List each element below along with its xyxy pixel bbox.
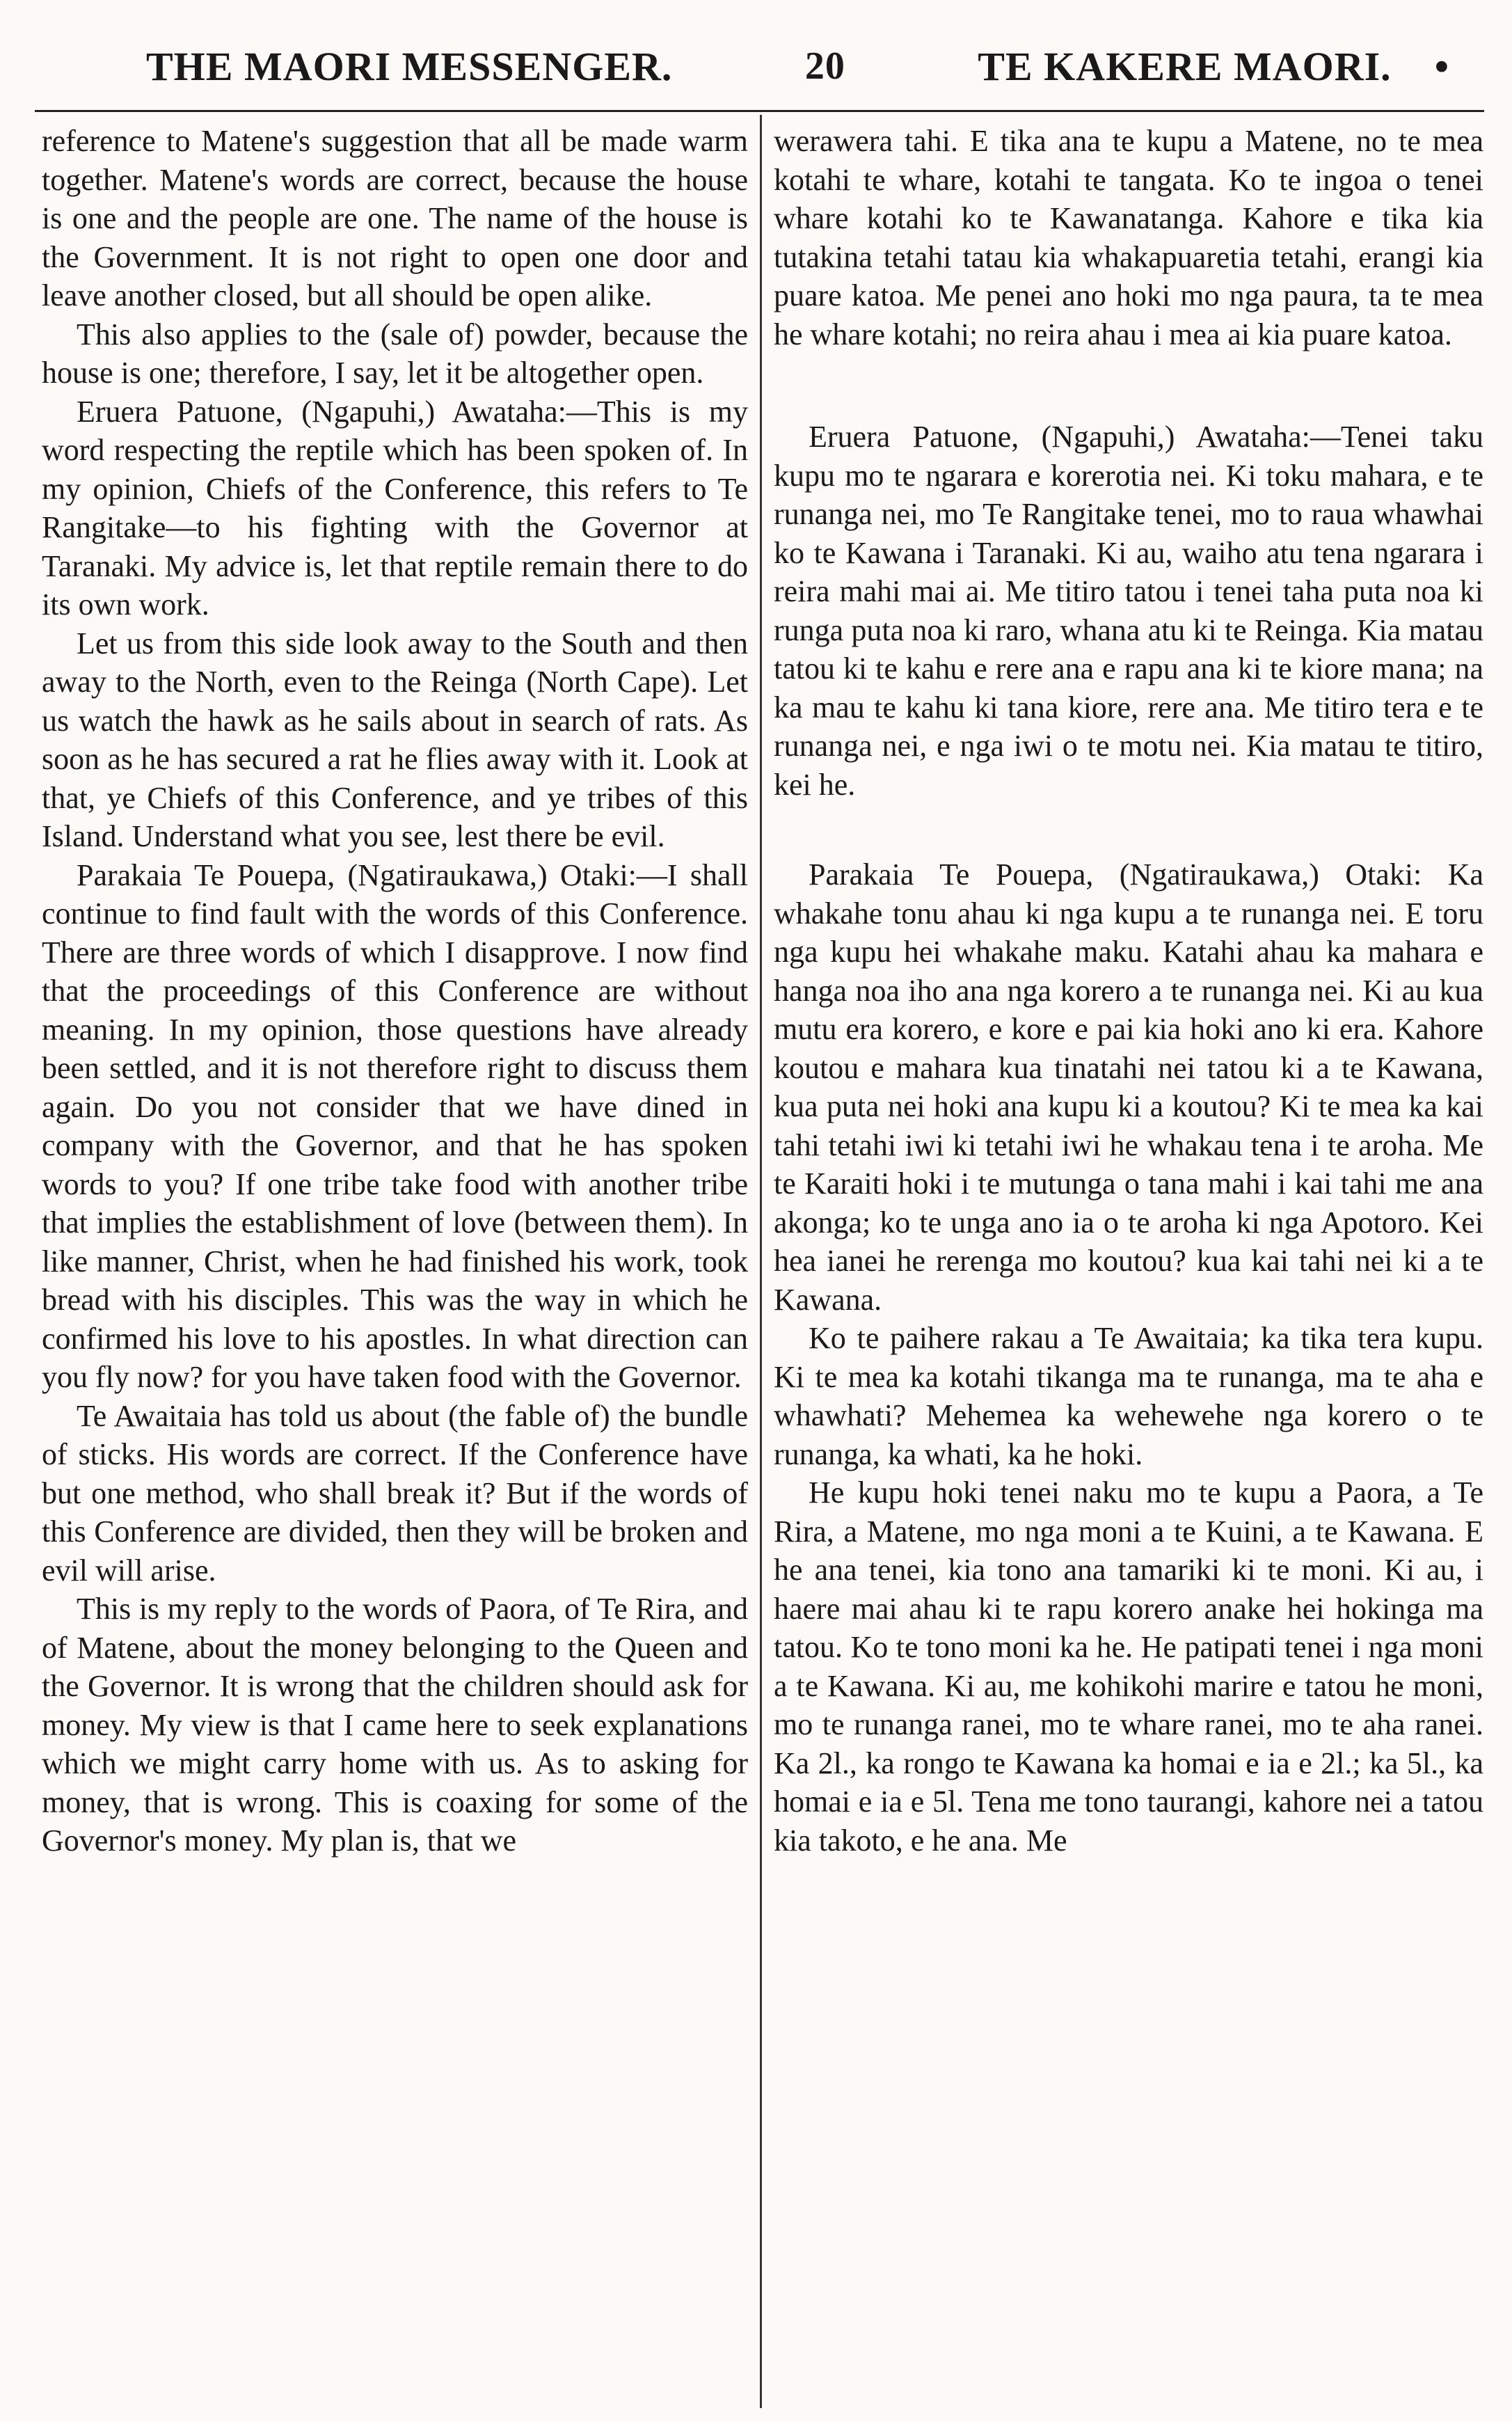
english-paragraph: This is my reply to the words of Paora, of Te Rira, and of Matene, about the money belonging to the Queen and the Governor. It is wrong that the children should ask for money. My view is that I came here to seek explanations which we might carry home with us. As to asking for money, that is wrong. This is coaxing for some of the Governor's money. My plan is, that we — [42, 1592, 748, 1858]
maori-title: TE KAKERE MAORI. — [978, 43, 1392, 89]
ornament-bullet: • — [1434, 43, 1449, 89]
maori-paragraph: He kupu hoki tenei naku mo te kupu a Paora, a Te Rira, a Matene, mo nga moni a te Kuini, a te Kawana. E he ana tenei, kia tono ana tamariki ki te moni. Ki au, i haere mai ahau ki te rapu korero anake hei hokinga ma tatou. Ko te tono moni ka he. He patipati tenei i nga moni a te Kawana. Ki au, me kohikohi marire e tatou he moni, mo te runanga ranei, mo te whare ranei, mo te aha ranei. Ka 2l., ka rongo te Kawana ka homai e ia e 2l.; ka 5l., ka homai e ia e 5l. Tena me tono taurangi, kahore nei a tatou kia takoto, e he ana. Me — [774, 1475, 1483, 1858]
english-paragraph: Parakaia Te Pouepa, (Ngatiraukawa,) Otaki:—I shall continue to find fault with the words of this Conference. There are three words of which I disapprove. I now find that the proceedings of this Conference are without meaning. In my opinion, those questions have already been settled, and it is not therefore right to discuss them again. Do you not consider that we have dined in company with the Governor, and that he has spoken words to you? If one tribe take food with another tribe that implies the establishment of love (between them). In like manner, Christ, when he had finished his work, took bread with his disciples. This was the way in which he confirmed his love to his apostles. In what direction can you fly now? for you have taken food with the Governor. — [42, 857, 748, 1394]
english-masthead: THE MAORI MESSENGER. — [146, 43, 673, 89]
column-divider — [760, 115, 762, 2408]
maori-column — [774, 122, 1483, 2401]
english-paragraph: Te Awaitaia has told us about (the fable of) the bundle of sticks. His words are correct. If the Conference have but one method, who shall break it? But if the words of this Conference are divided, then they will be broken and evil will arise. — [42, 1398, 748, 1588]
english-paragraph: reference to Matene's suggestion that all be made warm together. Matene's words are correct, because the house is one and the people are one. The name of the house is the Government. It is not right to open one door and leave another closed, but all should be open alike. — [42, 124, 748, 312]
english-paragraph: Let us from this side look away to the South and then away to the North, even to the Reinga (North Cape). Let us watch the hawk as he sails about in search of rats. As soon as he has secured a rat he flies away with it. Look at that, ye Chiefs of this Conference, and ye tribes of this Island. Understand what you see, lest there be evil. — [42, 626, 748, 853]
page-number: 20 — [804, 45, 845, 88]
english-paragraph: Eruera Patuone, (Ngapuhi,) Awataha:—This is my word respecting the reptile which has been spoken of. In my opinion, Chiefs of the Conference, this refers to Te Rangitake—to his fighting with the Governor at Taranaki. My advice is, let that reptile remain there to do its own work. — [42, 394, 748, 622]
maori-paragraph: Ko te paihere rakau a Te Awaitaia; ka tika tera kupu. Ki te mea ka kotahi tikanga ma te runanga, ma te aha e whawhati? Mehemea ka wehewehe nga korero o te runanga, ka whati, ka he hoki. — [774, 1321, 1483, 1471]
maori-paragraph: werawera tahi. E tika ana te kupu a Matene, no te mea kotahi te whare, kotahi te tangata. Ko te ingoa o tenei whare kotahi ko te Kawanatanga. Kahore e tika kia tutakina tetahi tatau kia whakapuaretia tetahi, erangi kia puare katoa. Me penei ano hoki mo nga paura, ta te mea he whare kotahi; no reira ahau i mea ai kia puare katoa. — [774, 124, 1483, 351]
maori-masthead — [978, 43, 1484, 90]
page-header — [28, 28, 1484, 104]
spacer — [774, 354, 1483, 418]
maori-paragraph: Parakaia Te Pouepa, (Ngatiraukawa,) Otaki: Ka whakahe tonu ahau ki nga kupu a te runanga nei. E toru nga kupu hei whakahe maku. Katahi ahau ka mahara e hanga noa iho ana nga korero a te runanga nei. Ki au kua mutu era korero, e kore e pai kia hoki ano ki era. Kahore koutou e mahara kua tinatahi nei tatou ki a te Kawana, kua puta nei hoki ana kupu ki a koutou? Ki te mea ka kai tahi tetahi iwi ki tetahi iwi he whakau tena i te aroha. Me te Karaiti hoki i te mutunga o tana mahi i kai tahi me ana akonga; ko te unga ano ia o te aroha ki nga Apotoro. Kei hea ianei he rerenga mo koutou? kua kai tahi nei ki a te Kawana. — [774, 857, 1483, 1317]
english-paragraph: This also applies to the (sale of) powder, because the house is one; therefore, I say, let it be altogether open. — [42, 317, 748, 390]
spacer — [774, 804, 1483, 855]
header-rule — [35, 110, 1484, 112]
english-column — [42, 122, 748, 2401]
maori-paragraph: Eruera Patuone, (Ngapuhi,) Awataha:—Tenei taku kupu mo te ngarara e korerotia nei. Ki toku mahara, e te runanga nei, mo Te Rangitake tenei, mo to raua whawhai ko te Kawana i Taranaki. Ki au, waiho atu tena ngarara i reira mahi mai ai. Me titiro tatou i tenei taha puta noa ki runga puta noa ki raro, whana atu ki te Reinga. Kia matau tatou ki te kahu e rere ana e rapu ana ki te kiore mana; na ka mau te kahu ki tana kiore, rere ana. Me titiro tera e te runanga nei, e nga iwi o te motu nei. Kia matau te titiro, kei he. — [774, 420, 1483, 802]
